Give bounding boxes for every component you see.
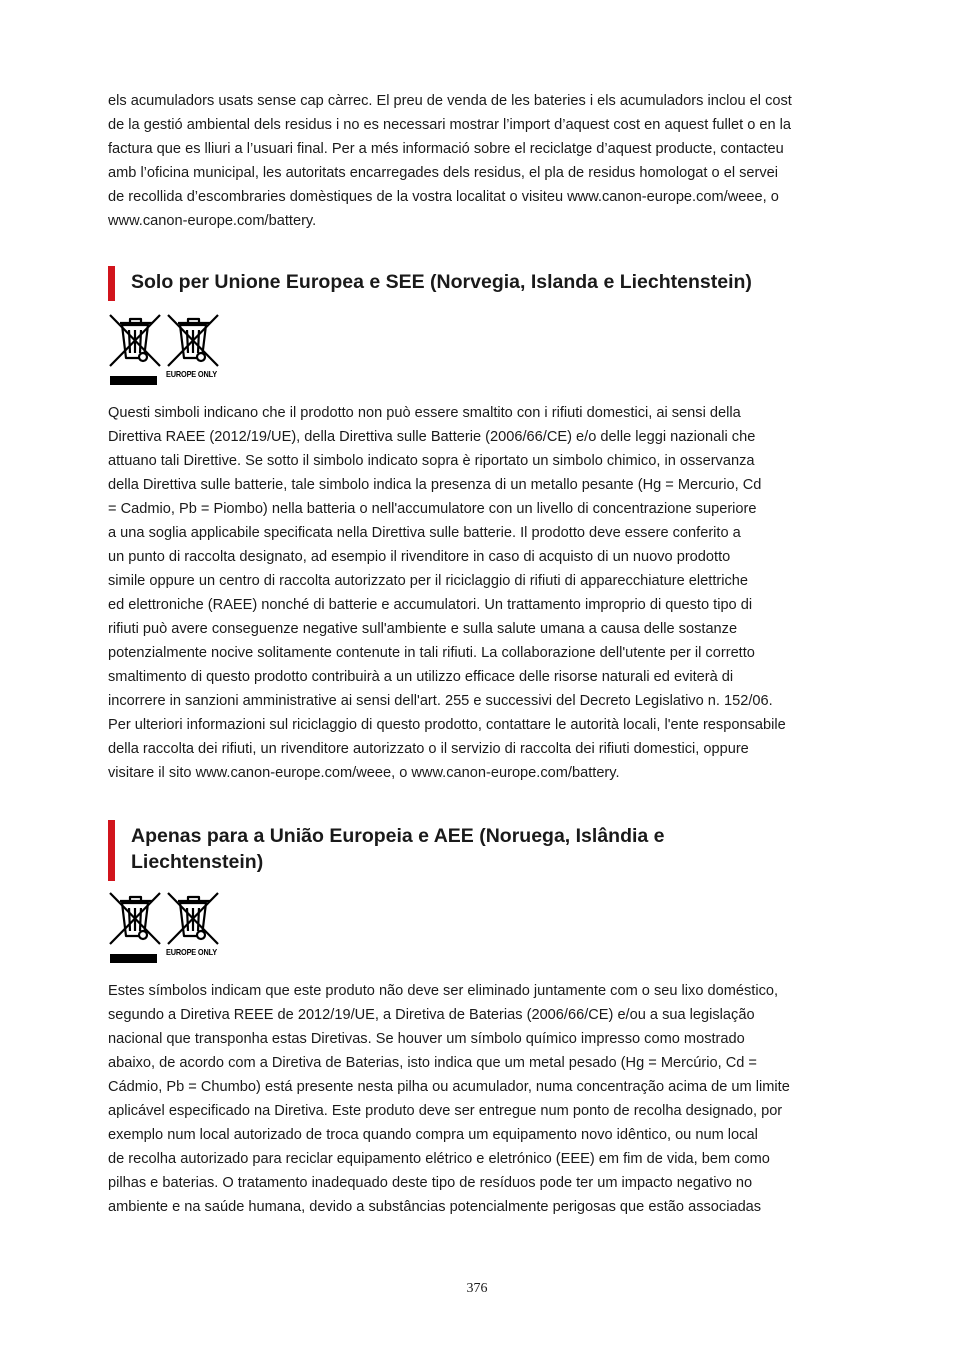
italian-paragraph [108,401,864,785]
weee-symbols-portuguese [108,890,226,966]
europe-only-label: EUROPE ONLY [166,370,217,379]
text-line: attuano tali Direttive. Se sotto il simbolo indicato sopra è riportato un simbolo chimico, in osservanza [108,453,755,469]
text-line: visitare il sito www.canon-europe.com/weee, o www.canon-europe.com/battery. [108,765,620,781]
text-line: della raccolta dei rifiuti, un rivenditore autorizzato o il servizio di raccolta dei rifiuti domestici, oppure [108,741,749,757]
text-line: un punto di raccolta designato, ad esempio il rivenditore in caso di acquisto di un nuovo prodotto [108,549,731,565]
page-number: 376 [466,1281,488,1296]
text-line: della Direttiva sulle batterie, tale simbolo indica la presenza di un metallo pesante (Hg = Mercurio, Cd [108,477,762,493]
portuguese-paragraph [108,979,864,1219]
crossed-bin-icon [108,312,162,388]
crossed-bin-icon [108,890,162,966]
text-line: segundo a Diretiva REEE de 2012/19/UE, a Diretiva de Baterias (2006/66/CE) e/ou a sua legislação [108,1007,755,1023]
text-line: aplicável especificado na Diretiva. Este produto deve ser entregue num ponto de recolha designado, por [108,1103,783,1119]
heading-text: Liechtenstein) [131,851,264,873]
text-line: Cádmio, Pb = Chumbo) está presente nesta pilha ou acumulador, numa concentração acima de um limite [108,1079,790,1095]
text-line: de la gestió ambiental dels residus i no es necessari mostrar l’import d’aquest cost en aquest fullet o en la [108,117,792,133]
catalan-paragraph [108,89,864,233]
text-line: = Cadmio, Pb = Piombo) nella batteria o nell'accumulatore con un livello di concentrazione superiore [108,501,757,517]
europe-only-label: EUROPE ONLY [166,948,217,957]
heading-text: Apenas para a União Europeia e AEE (Noruega, Islândia e [131,825,665,847]
text-line: factura que es lliuri a l’usuari final. Per a més informació sobre el reciclatge d’aquest producte, contacteu [108,141,784,157]
text-line: de recollida d’escombraries domèstiques de la vostra localitat o visiteu www.canon-europe.com/weee, o [108,189,779,205]
section-heading-portuguese [108,820,871,881]
text-line: amb l’oficina municipal, les autoritats encarregades dels residus, el pla de residus homologat o el servei [108,165,779,181]
text-line: abaixo, de acordo com a Diretiva de Baterias, isto indica que um metal pesado (Hg = Mercúrio, Cd = [108,1055,757,1071]
crossed-bin-europe-only-icon [166,890,220,966]
text-line: pilhas e baterias. O tratamento inadequado deste tipo de resíduos pode ter um impacto negativo no [108,1175,753,1191]
text-line: ambiente e na saúde humana, devido a substâncias potencialmente perigosas que estão associadas [108,1199,762,1215]
text-line: rifiuti può avere conseguenze negative sull'ambiente e sulla salute umana a causa delle sostanze [108,621,738,637]
text-line: nacional que transponha estas Diretivas. Se houver um símbolo químico impresso como mostrado [108,1031,745,1047]
text-line: incorrere in sanzioni amministrative ai sensi dell'art. 255 e successivi del Decreto Legislativo n. 152/06. [108,693,773,709]
text-line: ed elettroniche (RAEE) nonché di batterie e accumulatori. Un trattamento improprio di questo tipo di [108,597,753,613]
text-line: Questi simboli indicano che il prodotto non può essere smaltito con i rifiuti domestici, ai sensi della [108,405,741,421]
text-line: potenzialmente nocive solitamente contenute in tali rifiuti. La collaborazione dell'utente per il corretto [108,645,755,661]
black-bar-marker [110,376,157,385]
weee-symbols-italian [108,312,226,388]
text-line: Per ulteriori informazioni sul riciclaggio di questo prodotto, contattare le autorità locali, l'ente responsabile [108,717,786,733]
text-line: simile oppure un centro di raccolta autorizzato per il riciclaggio di rifiuti di apparecchiature elettriche [108,573,749,589]
text-line: Direttiva RAEE (2012/19/UE), della Direttiva sulle Batterie (2006/66/CE) e/o delle leggi nazionali che [108,429,756,445]
text-line: els acumuladors usats sense cap càrrec. El preu de venda de les bateries i els acumuladors inclou el cost [108,93,792,109]
crossed-bin-europe-only-icon [166,312,220,388]
text-line: de recolha autorizado para reciclar equipamento elétrico e eletrónico (EEE) em fim de vida, bem como [108,1151,770,1167]
text-line: www.canon-europe.com/battery. [108,213,317,229]
heading-text: Solo per Unione Europea e SEE (Norvegia, Islanda e Liechtenstein) [131,271,752,293]
text-line: exemplo num local autorizado de troca quando compra um equipamento novo idêntico, ou num local [108,1127,758,1143]
black-bar-marker [110,954,157,963]
text-line: Estes símbolos indicam que este produto não deve ser eliminado juntamente com o seu lixo doméstico, [108,983,779,999]
text-line: smaltimento di questo prodotto contribuirà a un utilizzo efficace delle risorse naturali ed eviterà di [108,669,734,685]
text-line: a una soglia applicabile specificata nella Direttiva sulle batterie. Il prodotto deve essere conferito a [108,525,741,541]
section-heading-italian [108,266,871,301]
